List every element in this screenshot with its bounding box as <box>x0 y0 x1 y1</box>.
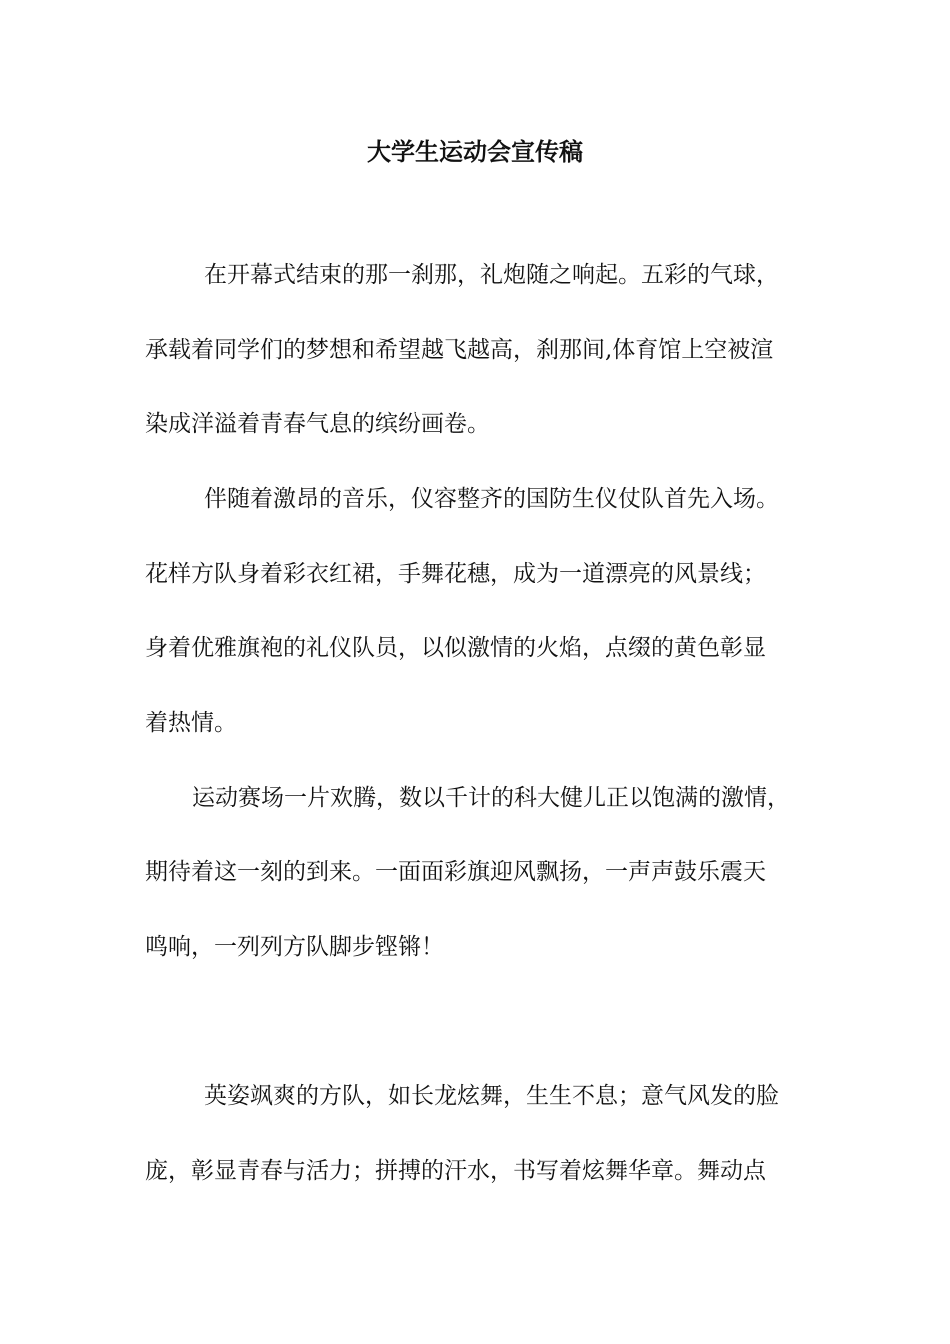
paragraph-line: 着热情。 <box>145 710 237 736</box>
paragraph-line: 花样方队身着彩衣红裙，手舞花穗，成为一道漂亮的风景线； <box>145 561 766 587</box>
paragraph-line: 在开幕式结束的那一刹那，礼炮随之响起。五彩的气球， <box>204 262 779 288</box>
paragraph-line: 身着优雅旗袍的礼仪队员，以似激情的火焰，点缀的黄色彰显 <box>145 635 766 661</box>
paragraph-line: 染成洋溢着青春气息的缤纷画卷。 <box>145 411 490 437</box>
document-title: 大学生运动会宣传稿 <box>367 138 583 166</box>
paragraph-line: 运动赛场一片欢腾，数以千计的科大健儿正以饱满的激情， <box>192 785 790 811</box>
paragraph-line: 承载着同学们的梦想和希望越飞越高，刹那间,体育馆上空被渲 <box>145 337 774 363</box>
paragraph-line: 英姿飒爽的方队，如长龙炫舞，生生不息；意气风发的脸 <box>204 1083 779 1109</box>
paragraph-line: 伴随着激昂的音乐，仪容整齐的国防生仪仗队首先入场。 <box>204 486 779 512</box>
paragraph-line: 庞，彰显青春与活力；拼搏的汗水，书写着炫舞华章。舞动点 <box>145 1158 766 1184</box>
paragraph-line: 鸣响，一列列方队脚步铿锵！ <box>145 934 444 960</box>
paragraph-line: 期待着这一刻的到来。一面面彩旗迎风飘扬，一声声鼓乐震天 <box>145 859 766 885</box>
